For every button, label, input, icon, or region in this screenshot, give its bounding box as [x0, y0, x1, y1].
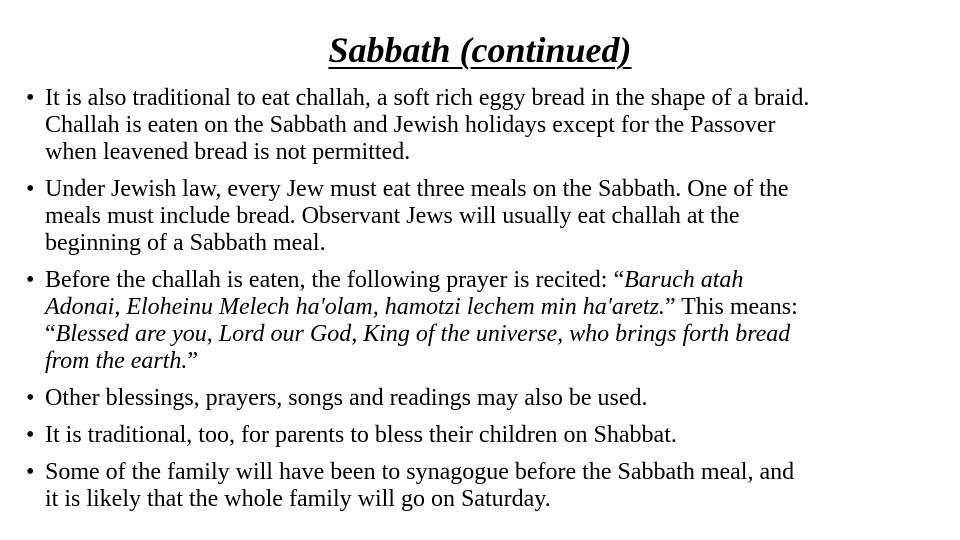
bullet-list	[26, 85, 950, 523]
bullet-text-segment: Some of the family will have been to synagogue before the Sabbath meal, and it is likely that the whole family will go on Saturday.	[45, 459, 795, 512]
bullet-item	[26, 85, 950, 166]
bullet-marker: •	[26, 459, 35, 485]
bullet-text-segment: Other blessings, prayers, songs and readings may also be used.	[45, 385, 648, 411]
bullet-text	[45, 267, 950, 375]
bullet-text	[45, 422, 950, 449]
bullet-item	[26, 385, 950, 412]
bullet-quote-italic: Blessed are you, Lord our God, King of the universe, who brings forth bread from the earth.	[45, 321, 791, 374]
bullet-item	[26, 422, 950, 449]
slide-title: Sabbath (continued)	[328, 30, 632, 70]
bullet-marker: •	[26, 267, 35, 293]
bullet-text-segment: ” This means: “	[45, 294, 798, 347]
bullet-text-segment: It is traditional, too, for parents to bless their children on Shabbat.	[45, 422, 677, 448]
bullet-marker: •	[26, 85, 35, 111]
bullet-text-segment: ”	[187, 348, 199, 374]
bullet-item	[26, 459, 950, 513]
bullet-text-segment: It is also traditional to eat challah, a soft rich eggy bread in the shape of a braid. Challah is eaten on the Sabbath and Jewish holidays except for the Passover when leavened bread is not permitted.	[45, 85, 810, 165]
bullet-text	[45, 176, 950, 257]
bullet-text	[45, 85, 950, 166]
bullet-marker: •	[26, 385, 35, 411]
bullet-marker: •	[26, 176, 35, 202]
bullet-item	[26, 267, 950, 375]
bullet-text-segment: Before the challah is eaten, the following prayer is recited: “	[45, 267, 625, 293]
bullet-marker: •	[26, 422, 35, 448]
bullet-item	[26, 176, 950, 257]
bullet-quote-italic: Baruch atah Adonai, Eloheinu Melech ha'olam, hamotzi lechem min ha'aretz.	[45, 267, 744, 320]
bullet-text-segment: Under Jewish law, every Jew must eat three meals on the Sabbath. One of the meals must include bread. Observant Jews will usually eat challah at the beginning of a Sabbath meal.	[45, 176, 789, 256]
bullet-text	[45, 385, 950, 412]
bullet-text	[45, 459, 950, 513]
